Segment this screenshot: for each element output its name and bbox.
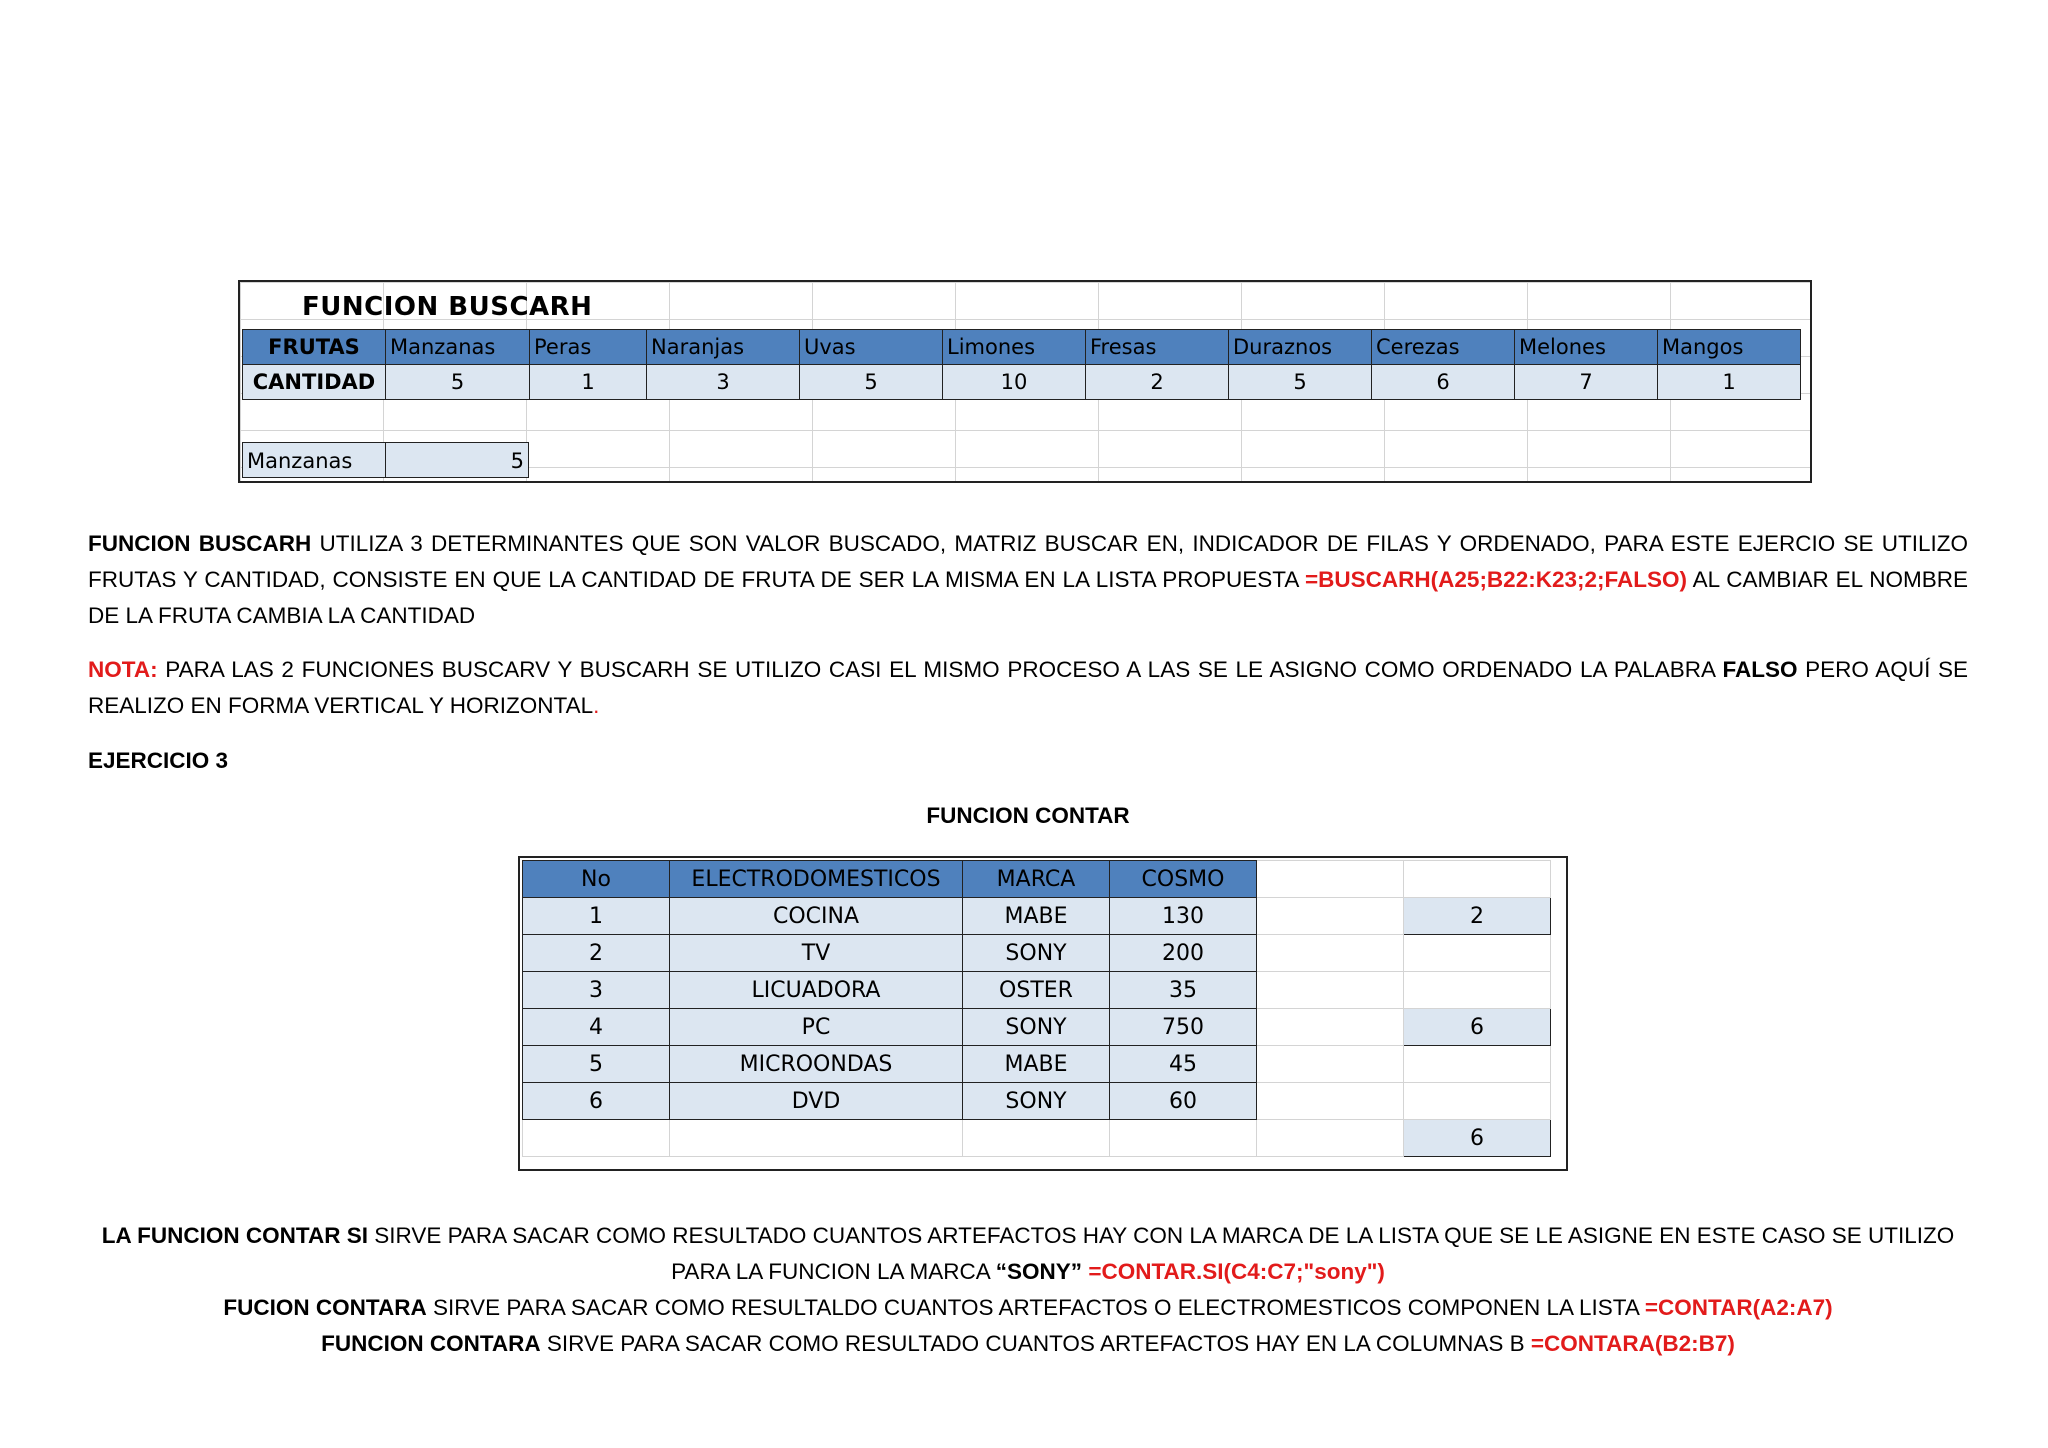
quantity-cell: 3 [647, 365, 800, 400]
para1-bold-lead: FUNCION BUSCARH [88, 531, 312, 556]
para1-text-b: AL CAMBIAR EL NOMBRE DE LA FRUTA CAMBIA LA CANTIDAD [88, 567, 1968, 628]
cell-brand: OSTER [963, 972, 1110, 1009]
result-cell-contar-si: 2 [1404, 898, 1551, 935]
contar-heading [88, 798, 1968, 834]
cell-brand: MABE [963, 898, 1110, 935]
exercise-heading [88, 743, 1968, 779]
cell-item: TV [670, 935, 963, 972]
buscarh-sheet-title: FUNCION BUSCARH [302, 292, 593, 322]
fruit-cell: Duraznos [1229, 330, 1372, 365]
cell-no: 5 [523, 1046, 670, 1083]
contar-explanation [88, 1290, 1968, 1326]
quantity-cell: 1 [1658, 365, 1801, 400]
empty-cell [1257, 972, 1404, 1009]
para2-red-dot: . [593, 693, 600, 718]
empty-cell [1404, 935, 1551, 972]
para3-l1-formula: =CONTAR.SI(C4:C7;"sony") [1088, 1259, 1385, 1284]
cell-brand: MABE [963, 1046, 1110, 1083]
cell-cost: 750 [1110, 1009, 1257, 1046]
table-row [523, 1120, 1551, 1157]
empty-cell [670, 1120, 963, 1157]
quantity-cell: 10 [943, 365, 1086, 400]
para2-text-a: PARA LAS 2 FUNCIONES BUSCARV Y BUSCARH SE UTILIZO CASI EL MISMO PROCESO A LAS SE LE ASIGNO COMO ORDENADO LA PALABRA [157, 657, 1723, 682]
contar-header-row [523, 861, 1551, 898]
cell-brand: SONY [963, 1083, 1110, 1120]
table-row [523, 898, 1551, 935]
cell-brand: SONY [963, 1009, 1110, 1046]
fruit-cell: Peras [530, 330, 647, 365]
cell-cost: 60 [1110, 1083, 1257, 1120]
fruit-cell: Uvas [800, 330, 943, 365]
para2-bold-word: FALSO [1722, 657, 1798, 682]
para3-l3-text: SIRVE PARA SACAR COMO RESULTADO CUANTOS ARTEFACTOS HAY EN LA COLUMNAS B [540, 1331, 1531, 1356]
para3-l3-bold: FUNCION CONTARA [321, 1331, 541, 1356]
fruit-cell: Naranjas [647, 330, 800, 365]
quantity-cell: 5 [800, 365, 943, 400]
table-row [523, 972, 1551, 1009]
buscarh-table [242, 329, 1801, 400]
quantity-cell: 1 [530, 365, 647, 400]
para3-l1-text: SIRVE PARA SACAR COMO RESULTADO CUANTOS ARTEFACTOS HAY CON LA MARCA DE LA LISTA QUE SE LE ASIGNE EN ESTE CASO SE UTILIZO PARA LA FUNCION LA MARCA [367, 1223, 1955, 1284]
cell-no: 1 [523, 898, 670, 935]
para3-l2-text: SIRVE PARA SACAR COMO RESULTALDO CUANTOS ARTEFACTOS O ELECTROMESTICOS COMPONEN LA LISTA [426, 1295, 1645, 1320]
frutas-label: FRUTAS [243, 330, 386, 365]
fruit-cell: Manzanas [386, 330, 530, 365]
table-row [523, 1046, 1551, 1083]
quantity-cell: 7 [1515, 365, 1658, 400]
header-marca: MARCA [963, 861, 1110, 898]
para3-l1-bold: LA FUNCION CONTAR SI [101, 1223, 368, 1248]
fruit-cell: Mangos [1658, 330, 1801, 365]
empty-cell [1257, 1083, 1404, 1120]
cell-no: 2 [523, 935, 670, 972]
empty-cell [1404, 861, 1551, 898]
contar-si-explanation [88, 1218, 1968, 1290]
buscarh-explanation [88, 526, 1968, 634]
cell-cost: 130 [1110, 898, 1257, 935]
contara-explanation [88, 1326, 1968, 1362]
table-row [523, 1009, 1551, 1046]
nota-label: NOTA: [88, 657, 158, 682]
quantity-cell: 5 [386, 365, 530, 400]
cell-item: LICUADORA [670, 972, 963, 1009]
empty-cell [1257, 1009, 1404, 1046]
empty-cell [1257, 1046, 1404, 1083]
exercise-heading-text: EJERCICIO 3 [88, 748, 229, 773]
empty-cell [1257, 1120, 1404, 1157]
result-cell-contar: 6 [1404, 1009, 1551, 1046]
quantity-cell: 2 [1086, 365, 1229, 400]
cell-brand: SONY [963, 935, 1110, 972]
nota-paragraph [88, 652, 1968, 724]
cell-item: MICROONDAS [670, 1046, 963, 1083]
empty-cell [1404, 1046, 1551, 1083]
quantity-cell: 5 [1229, 365, 1372, 400]
contar-table [522, 860, 1551, 1157]
para1-formula: =BUSCARH(A25;B22:K23;2;FALSO) [1305, 567, 1687, 592]
empty-cell [523, 1120, 670, 1157]
quantity-row [243, 365, 1801, 400]
empty-cell [1110, 1120, 1257, 1157]
lookup-key-cell: Manzanas [242, 442, 386, 478]
empty-cell [1404, 972, 1551, 1009]
table-row [523, 1083, 1551, 1120]
para3-l2-formula: =CONTAR(A2:A7) [1644, 1295, 1833, 1320]
para3-l3-formula: =CONTARA(B2:B7) [1530, 1331, 1735, 1356]
cell-no: 4 [523, 1009, 670, 1046]
cell-cost: 45 [1110, 1046, 1257, 1083]
fruits-header-row [243, 330, 1801, 365]
cell-item: COCINA [670, 898, 963, 935]
empty-cell [1257, 861, 1404, 898]
contar-heading-text: FUNCION CONTAR [926, 803, 1130, 828]
contar-sheet-image [518, 856, 1568, 1171]
lookup-result-cell: 5 [386, 442, 529, 478]
fruit-cell: Melones [1515, 330, 1658, 365]
buscarh-sheet-image [238, 280, 1812, 483]
cell-cost: 35 [1110, 972, 1257, 1009]
para2-text-b: PERO AQUÍ SE REALIZO EN FORMA VERTICAL Y HORIZONTAL [88, 657, 1968, 718]
header-cosmo: COSMO [1110, 861, 1257, 898]
empty-cell [963, 1120, 1110, 1157]
para3-l1-quote: “SONY” [995, 1259, 1083, 1284]
lookup-row [242, 442, 529, 478]
cell-no: 6 [523, 1083, 670, 1120]
cell-item: PC [670, 1009, 963, 1046]
para1-text-a: UTILIZA 3 DETERMINANTES QUE SON VALOR BUSCADO, MATRIZ BUSCAR EN, INDICADOR DE FILAS Y ORDENADO, PARA ESTE EJERCIO SE UTILIZO FRUTAS Y CANTIDAD, CONSISTE EN QUE LA CANTIDAD DE FRUTA DE SER LA MISMA EN LA LISTA PROPUESTA [88, 531, 1968, 592]
quantity-cell: 6 [1372, 365, 1515, 400]
fruit-cell: Cerezas [1372, 330, 1515, 365]
header-electrodomesticos: ELECTRODOMESTICOS [670, 861, 963, 898]
para3-l2-bold: FUCION CONTARA [223, 1295, 427, 1320]
cell-item: DVD [670, 1083, 963, 1120]
cell-no: 3 [523, 972, 670, 1009]
empty-cell [1257, 898, 1404, 935]
result-cell-contara: 6 [1404, 1120, 1551, 1157]
empty-cell [1404, 1083, 1551, 1120]
fruit-cell: Fresas [1086, 330, 1229, 365]
cell-cost: 200 [1110, 935, 1257, 972]
empty-cell [1257, 935, 1404, 972]
cantidad-label: CANTIDAD [243, 365, 386, 400]
fruit-cell: Limones [943, 330, 1086, 365]
header-no: No [523, 861, 670, 898]
table-row [523, 935, 1551, 972]
